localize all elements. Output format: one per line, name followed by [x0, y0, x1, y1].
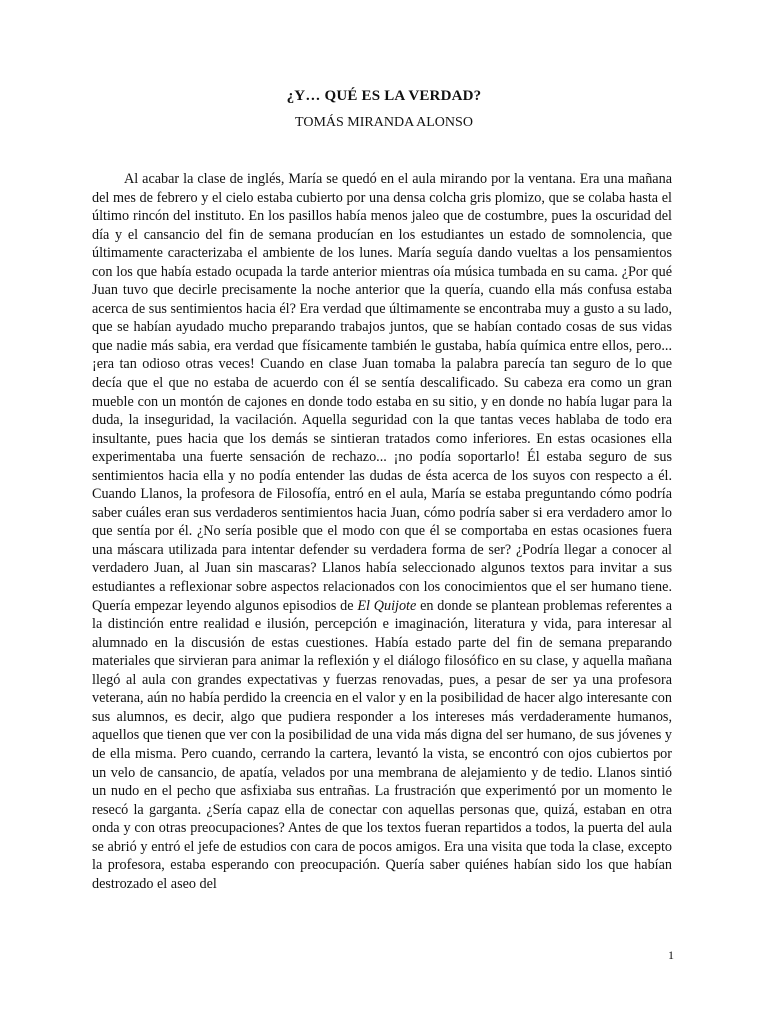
- body-text-part-1: Al acabar la clase de inglés, María se quedó en el aula mirando por la ventana. Era una mañana del mes de febrero y el cielo estaba cubierto por una densa colcha gris plomizo, que se colaba hasta el último rincón del instituto. En los pasillos había menos jaleo que de costumbre, pues la oscuridad del día y el cansancio del fin de semana producían en los estudiantes un estado de somnolencia, que últimamente caracterizaba el ambiente de los lunes. María seguía dando vueltas a los pensamientos con los que había estado ocupada la tarde anterior mientras oía música tumbada en su cama. ¿Por qué Juan tuvo que decirle precisamente la noche anterior que la quería, cuando ella más confusa estaba acerca de sus sentimientos hacia él? Era verdad que últimamente se encontraba muy a gusto a su lado, que se habían ayudado mucho preparando trabajos juntos, que se habían contado cosas de sus vidas que nadie más sabia, era verdad que físicamente también le gustaba, había química entre ellos, pero... ¡era tan odioso otras veces! Cuando en clase Juan tomaba la palabra parecía tan seguro de lo que decía que el que no estaba de acuerdo con él se sentía descalificado. Su cabeza era como un gran mueble con un montón de cajones en donde todo estaba en su sitio, y en donde no había lugar para la duda, la inseguridad, la vacilación. Aquella seguridad con la que tantas veces hablaba de todo era insultante, pues hacia que los demás se sintieran tratados como inferiores. En estas ocasiones ella experimentaba una fuerte sensación de rechazo... ¡no podía soportarlo! Él estaba seguro de sus sentimientos hacia ella y no podía entender las dudas de ésta acerca de los suyos con respecto a él. Cuando Llanos, la profesora de Filosofía, entró en el aula, María se estaba preguntando cómo podría saber cuáles eran sus verdaderos sentimientos hacia Juan, cómo podría saber si era verdadero amor lo que sentía por él. ¿No sería posible que el modo con que él se comportaba en estas ocasiones fuera una máscara utilizada para intentar defender su verdadera forma de ser? ¿Podría llegar a conocer al verdadero Juan, al Juan sin mascaras? Llanos había seleccionado algunos textos para invitar a sus estudiantes a reflexionar sobre aspectos relacionados con los conocimientos que el ser humano tiene. Quería empezar leyendo algunos episodios de: [92, 171, 672, 614]
- body-paragraph: [92, 170, 672, 893]
- document-title: ¿Y… QUÉ ES LA VERDAD?: [286, 88, 482, 104]
- book-title-italic: El Quijote: [357, 597, 417, 614]
- page-number: 1: [668, 948, 674, 962]
- body-text-part-2: en donde se plantean problemas referentes a la distinción entre realidad e ilusión, percepción e imaginación, literatura y vida, para interesar al alumnado en la discusión de estas cuestiones. Había estado parte del fin de semana preparando materiales que sirvieran para animar la reflexión y el diálogo filosófico en su clase, y aquella mañana llegó al aula con grandes expectativas y fuerzas renovadas, pues, a pesar de ser ya una profesora veterana, aún no había perdido la creencia en el valor y en la posibilidad de hacer algo interesante con sus alumnos, es decir, algo que pudiera responder a los intereses más verdaderamente humanos, aquellos que tienen que ver con la posibilidad de una vida más digna del ser humano, de sus jóvenes y de ella misma. Pero cuando, cerrando la cartera, levantó la vista, se encontró con ojos cubiertos por un velo de cansancio, de apatía, velados por una membrana de alejamiento y de tedio. Llanos sintió un nudo en el pecho que asfixiaba sus entrañas. La frustración que experimentó por un momento le resecó la garganta. ¿Sería capaz ella de conectar con aquellas personas que, quizá, estaban en otra onda y con otras preocupaciones? Antes de que los textos fueran repartidos a todos, la puerta del aula se abrió y entró el jefe de estudios con cara de pocos amigos. Era una visita que toda la clase, excepto la profesora, estaba esperando con preocupación. Quería saber quiénes habían sido los que habían destrozado el aseo del: [92, 597, 672, 892]
- document-author: TOMÁS MIRANDA ALONSO: [295, 115, 473, 130]
